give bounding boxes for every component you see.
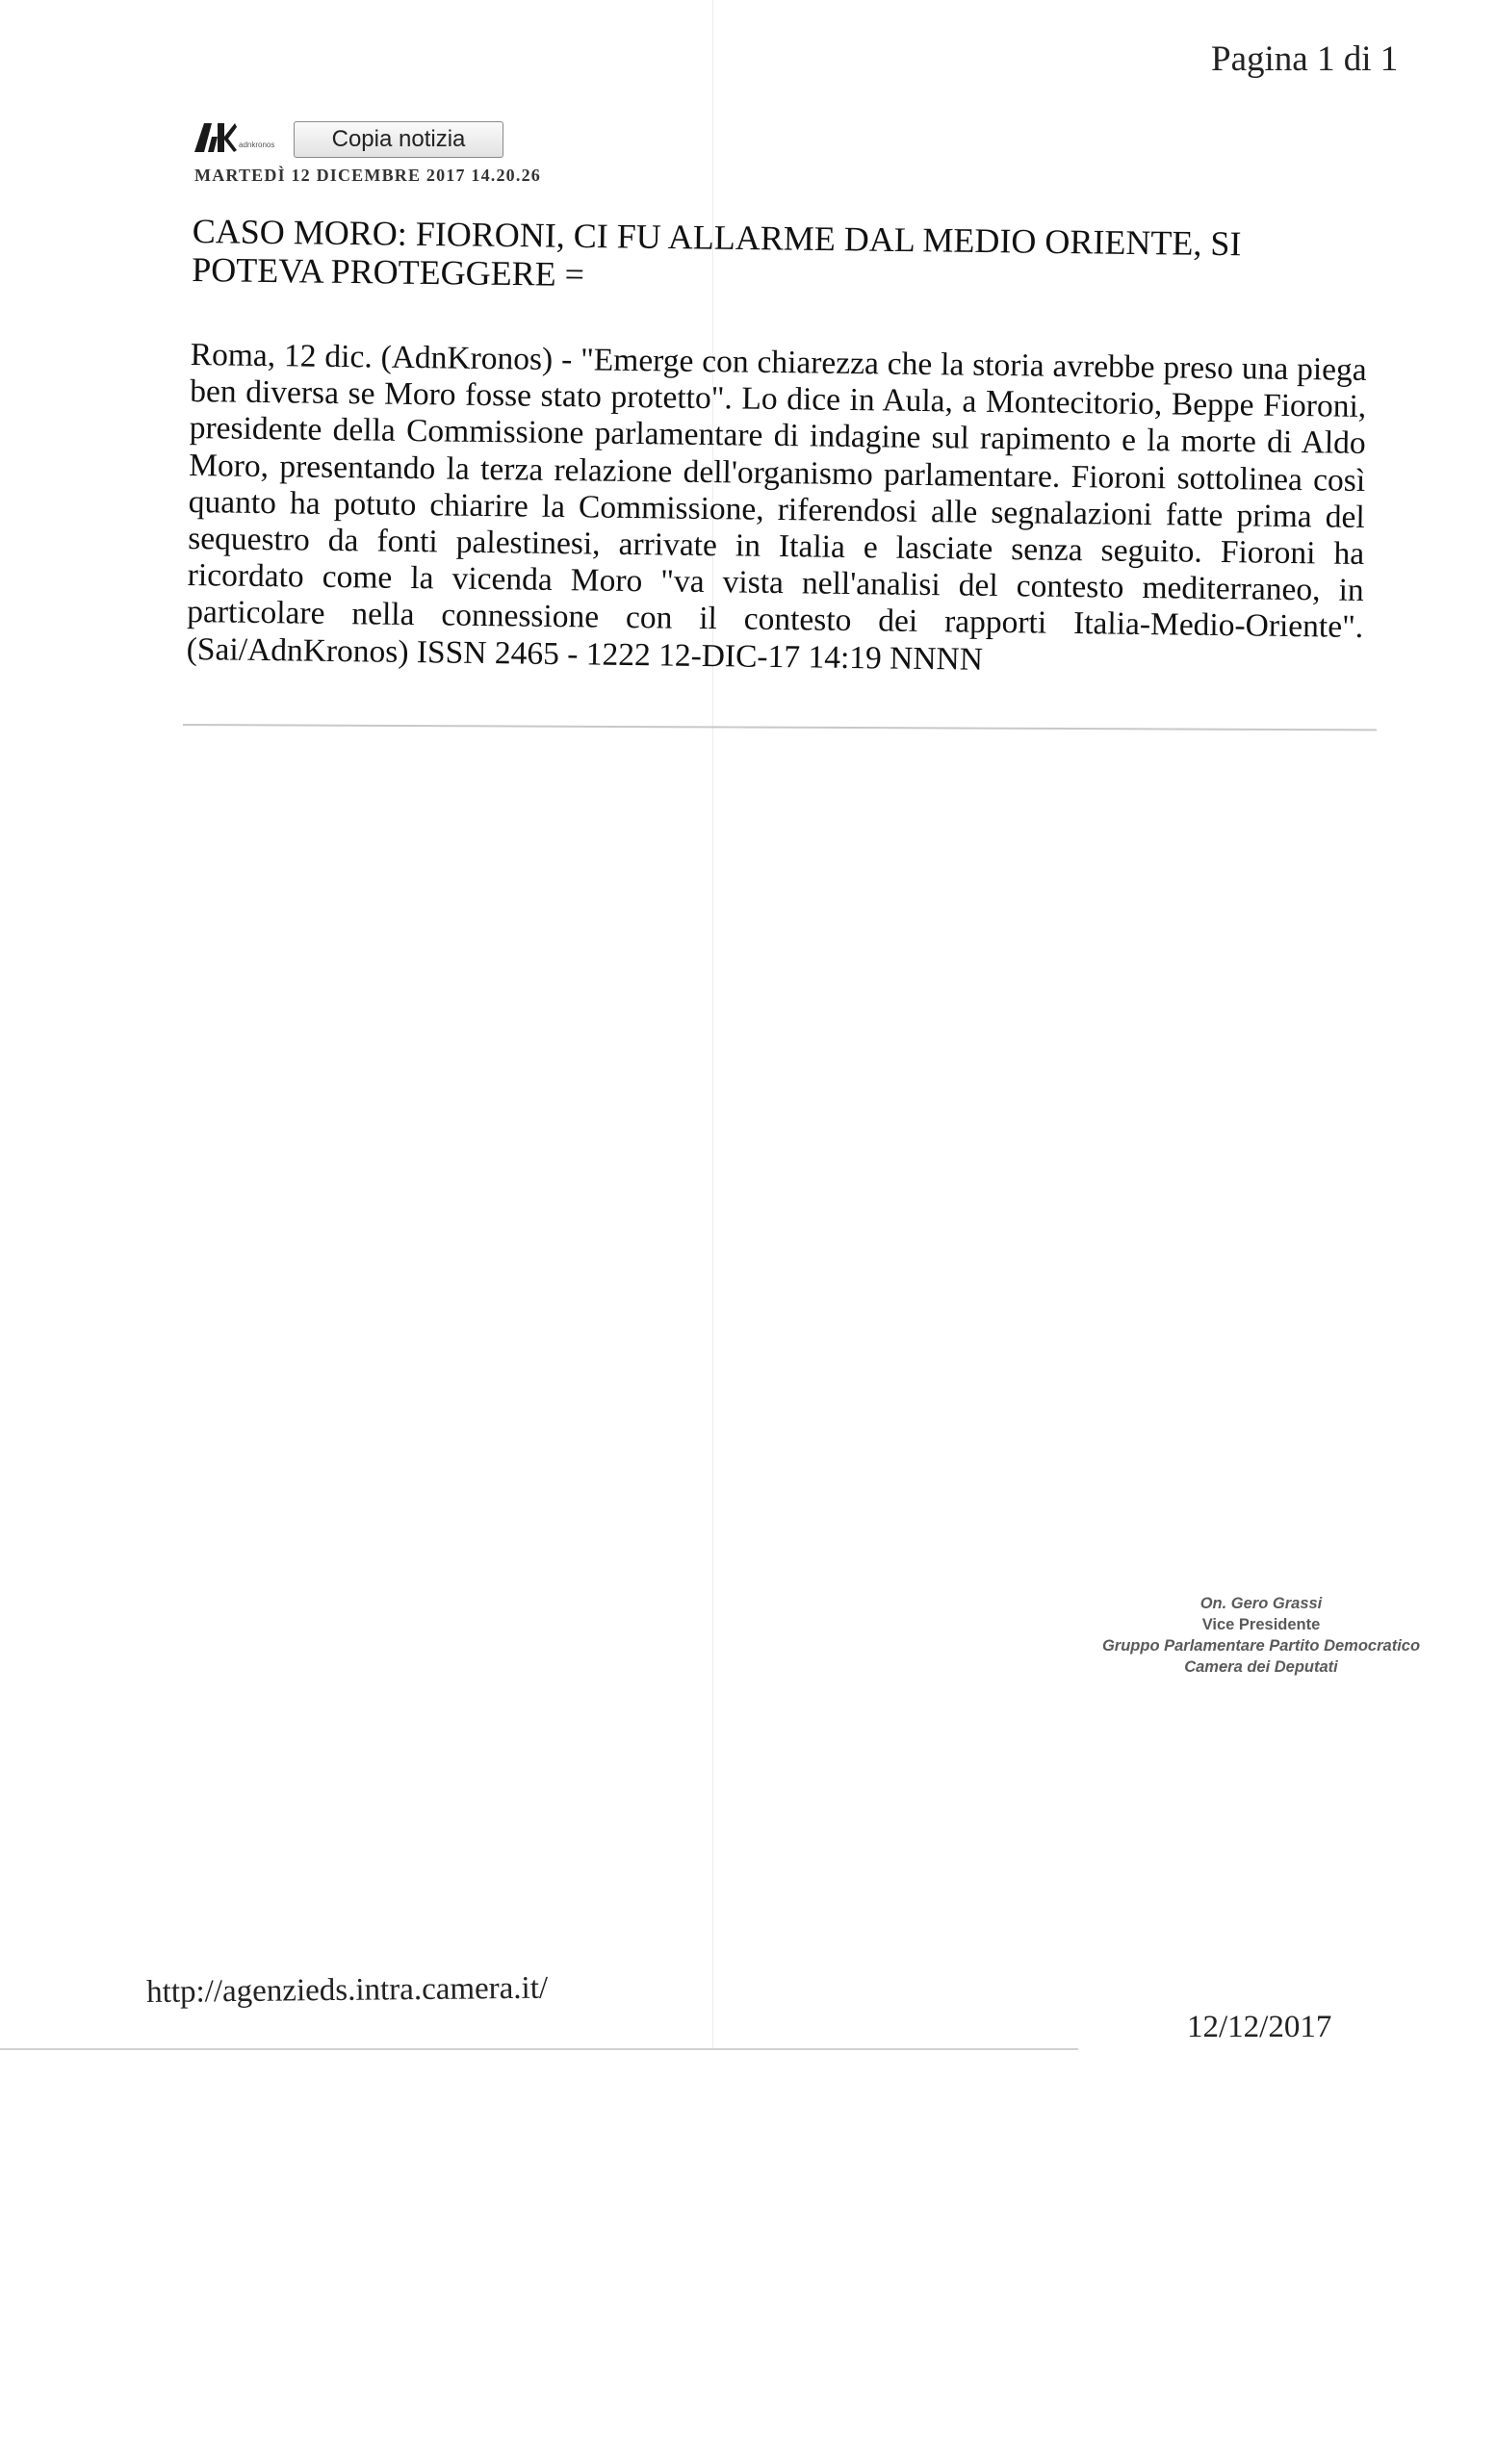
article-title: CASO MORO: FIORONI, CI FU ALLARME DAL MEDIO ORIENTE, SI POTEVA PROTEGGERE =: [192, 212, 1242, 294]
stamp-role: Vice Presidente: [1201, 1616, 1321, 1633]
page-counter: Pagina 1 di 1: [1211, 39, 1399, 79]
article-divider: [183, 724, 1377, 731]
adnkronos-logo: [194, 123, 274, 152]
logo-wordmark: adnkronos: [239, 141, 275, 149]
adnkronos-logo-icon: [194, 123, 237, 152]
stamp-group: Gruppo Parlamentare Partito Democratico: [1101, 1637, 1421, 1655]
footer-url: http://agenzieds.intra.camera.it/: [146, 1970, 549, 2010]
stamp-chamber: Camera dei Deputati: [1184, 1658, 1338, 1676]
paper-fold-line: [712, 0, 713, 2050]
article-body: Roma, 12 dic. (AdnKronos) - "Emerge con chiarezza che la storia avrebbe preso una piega ben diversa se Moro fosse stato protetto". Lo dice in Aula, a Montecitorio, Beppe Fioroni, presidente della Commissione parlamentare di indagine sul rapimento e la morte di Aldo Moro, presentando la terza relazione dell'organismo parlamentare. Fioroni sottolinea così quanto ha potuto chiarire la Commissione, riferendosi alle segnalazioni fatte prima del sequestro da fonti palestinesi, arrivate in Italia e lasciate senza seguito. Fioroni ha ricordato come la vicenda Moro "va vista nell'analisi del contesto mediterraneo, in particolare nella connessione con il contesto dei rapporti Italia-Medio-Oriente". (Sai/AdnKronos) ISSN 2465 - 1222 12-DIC-17 14:19 NNNN: [186, 337, 1367, 678]
deputy-stamp: [1049, 1593, 1473, 1678]
footer-divider: [0, 2048, 1078, 2050]
copy-news-button[interactable]: Copia notizia: [294, 121, 503, 158]
stamp-name: On. Gero Grassi: [1199, 1595, 1323, 1612]
footer-date: 12/12/2017: [1187, 2010, 1332, 2044]
news-timestamp: MARTEDÌ 12 DICEMBRE 2017 14.20.26: [194, 166, 541, 185]
